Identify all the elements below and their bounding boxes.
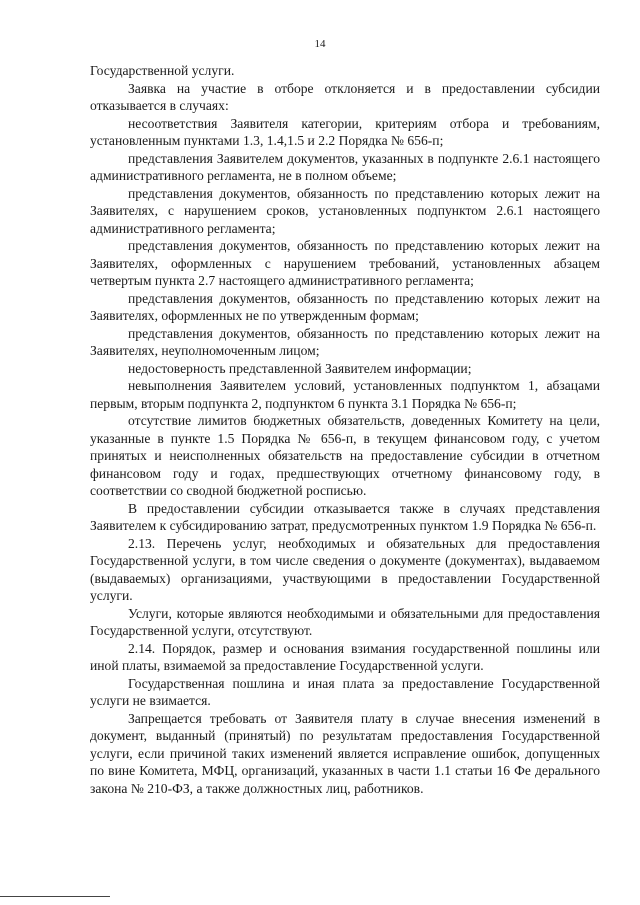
paragraph: невыполнения Заявителем условий, установленных подпунктом 1, абзацами первым, вторым подпункта 2, подпунктом 6 пункта 3.1 Порядка № 656-п; <box>90 378 600 411</box>
document-body <box>90 62 600 797</box>
paragraph: Услуги, которые являются необходимыми и обязательными для предоставления Государственной услуги, отсутствуют. <box>90 605 600 638</box>
page-number: 14 <box>314 38 326 50</box>
paragraph: представления документов, обязанность по представлению которых лежит на Заявителях, неуполномоченным лицом; <box>90 325 600 358</box>
paragraph: представления Заявителем документов, указанных в подпункте 2.6.1 настоящего административного регламента, не в полном объеме; <box>90 150 600 183</box>
paragraph: несоответствия Заявителя категории, критериям отбора и требованиям, установленным пунктами 1.3, 1.4,1.5 и 2.2 Порядка № 656-п; <box>90 115 600 148</box>
paragraph: представления документов, обязанность по представлению которых лежит на Заявителях, оформленных с нарушением требований, установленных абзацем четвертым пункта 2.7 настоящего административного регламента; <box>90 238 600 288</box>
paragraph: недостоверность представленной Заявителем информации; <box>128 360 472 376</box>
footer-rule <box>0 896 110 897</box>
paragraph: Запрещается требовать от Заявителя плату в случае внесения изменений в документ, выданный (принятый) по результатам предоставления Государственной услуги, если причиной таких изменений является исправление ошибок, допущенных по вине Комитета, МФЦ, организаций, указанных в части 1.1 статьи 16 Фе дерального закона № 210-ФЗ, а также должностных лиц, работников. <box>90 710 600 796</box>
paragraph: В предоставлении субсидии отказывается также в случаях представления Заявителем к субсидированию затрат, предусмотренных пунктом 1.9 Порядка № 656-п. <box>90 500 600 533</box>
paragraph: представления документов, обязанность по представлению которых лежит на Заявителях, оформленных не по утвержденным формам; <box>90 290 600 323</box>
paragraph: Государственная пошлина и иная плата за предоставление Государственной услуги не взимается. <box>90 675 600 708</box>
paragraph: отсутствие лимитов бюджетных обязательств, доведенных Комитету на цели, указанные в пункте 1.5 Порядка № 656-п, в текущем финансовом году, с учетом принятых и неисполненных обязательств на предоставление субсидии в отчетном финансовом году и годах, предшествующих отчетному финансовому году, в соответствии со сводной бюджетной росписью. <box>90 413 600 498</box>
paragraph: представления документов, обязанность по представлению которых лежит на Заявителях, с нарушением сроков, установленных подпунктом 2.6.1 настоящего административного регламента; <box>90 185 600 236</box>
paragraph: 2.14. Порядок, размер и основания взимания государственной пошлины или иной платы, взимаемой за предоставление Государственной услуги. <box>90 640 600 673</box>
paragraph: Государственной услуги. <box>90 63 235 78</box>
paragraph: 2.13. Перечень услуг, необходимых и обязательных для предоставления Государственной услуги, в том числе сведения о документе (документах), выдаваемом (выдаваемых) организациями, участвующими в предоставлении Государственной услуги. <box>90 535 600 603</box>
paragraph: Заявка на участие в отборе отклоняется и в предоставлении субсидии отказывается в случаях: <box>90 80 600 113</box>
